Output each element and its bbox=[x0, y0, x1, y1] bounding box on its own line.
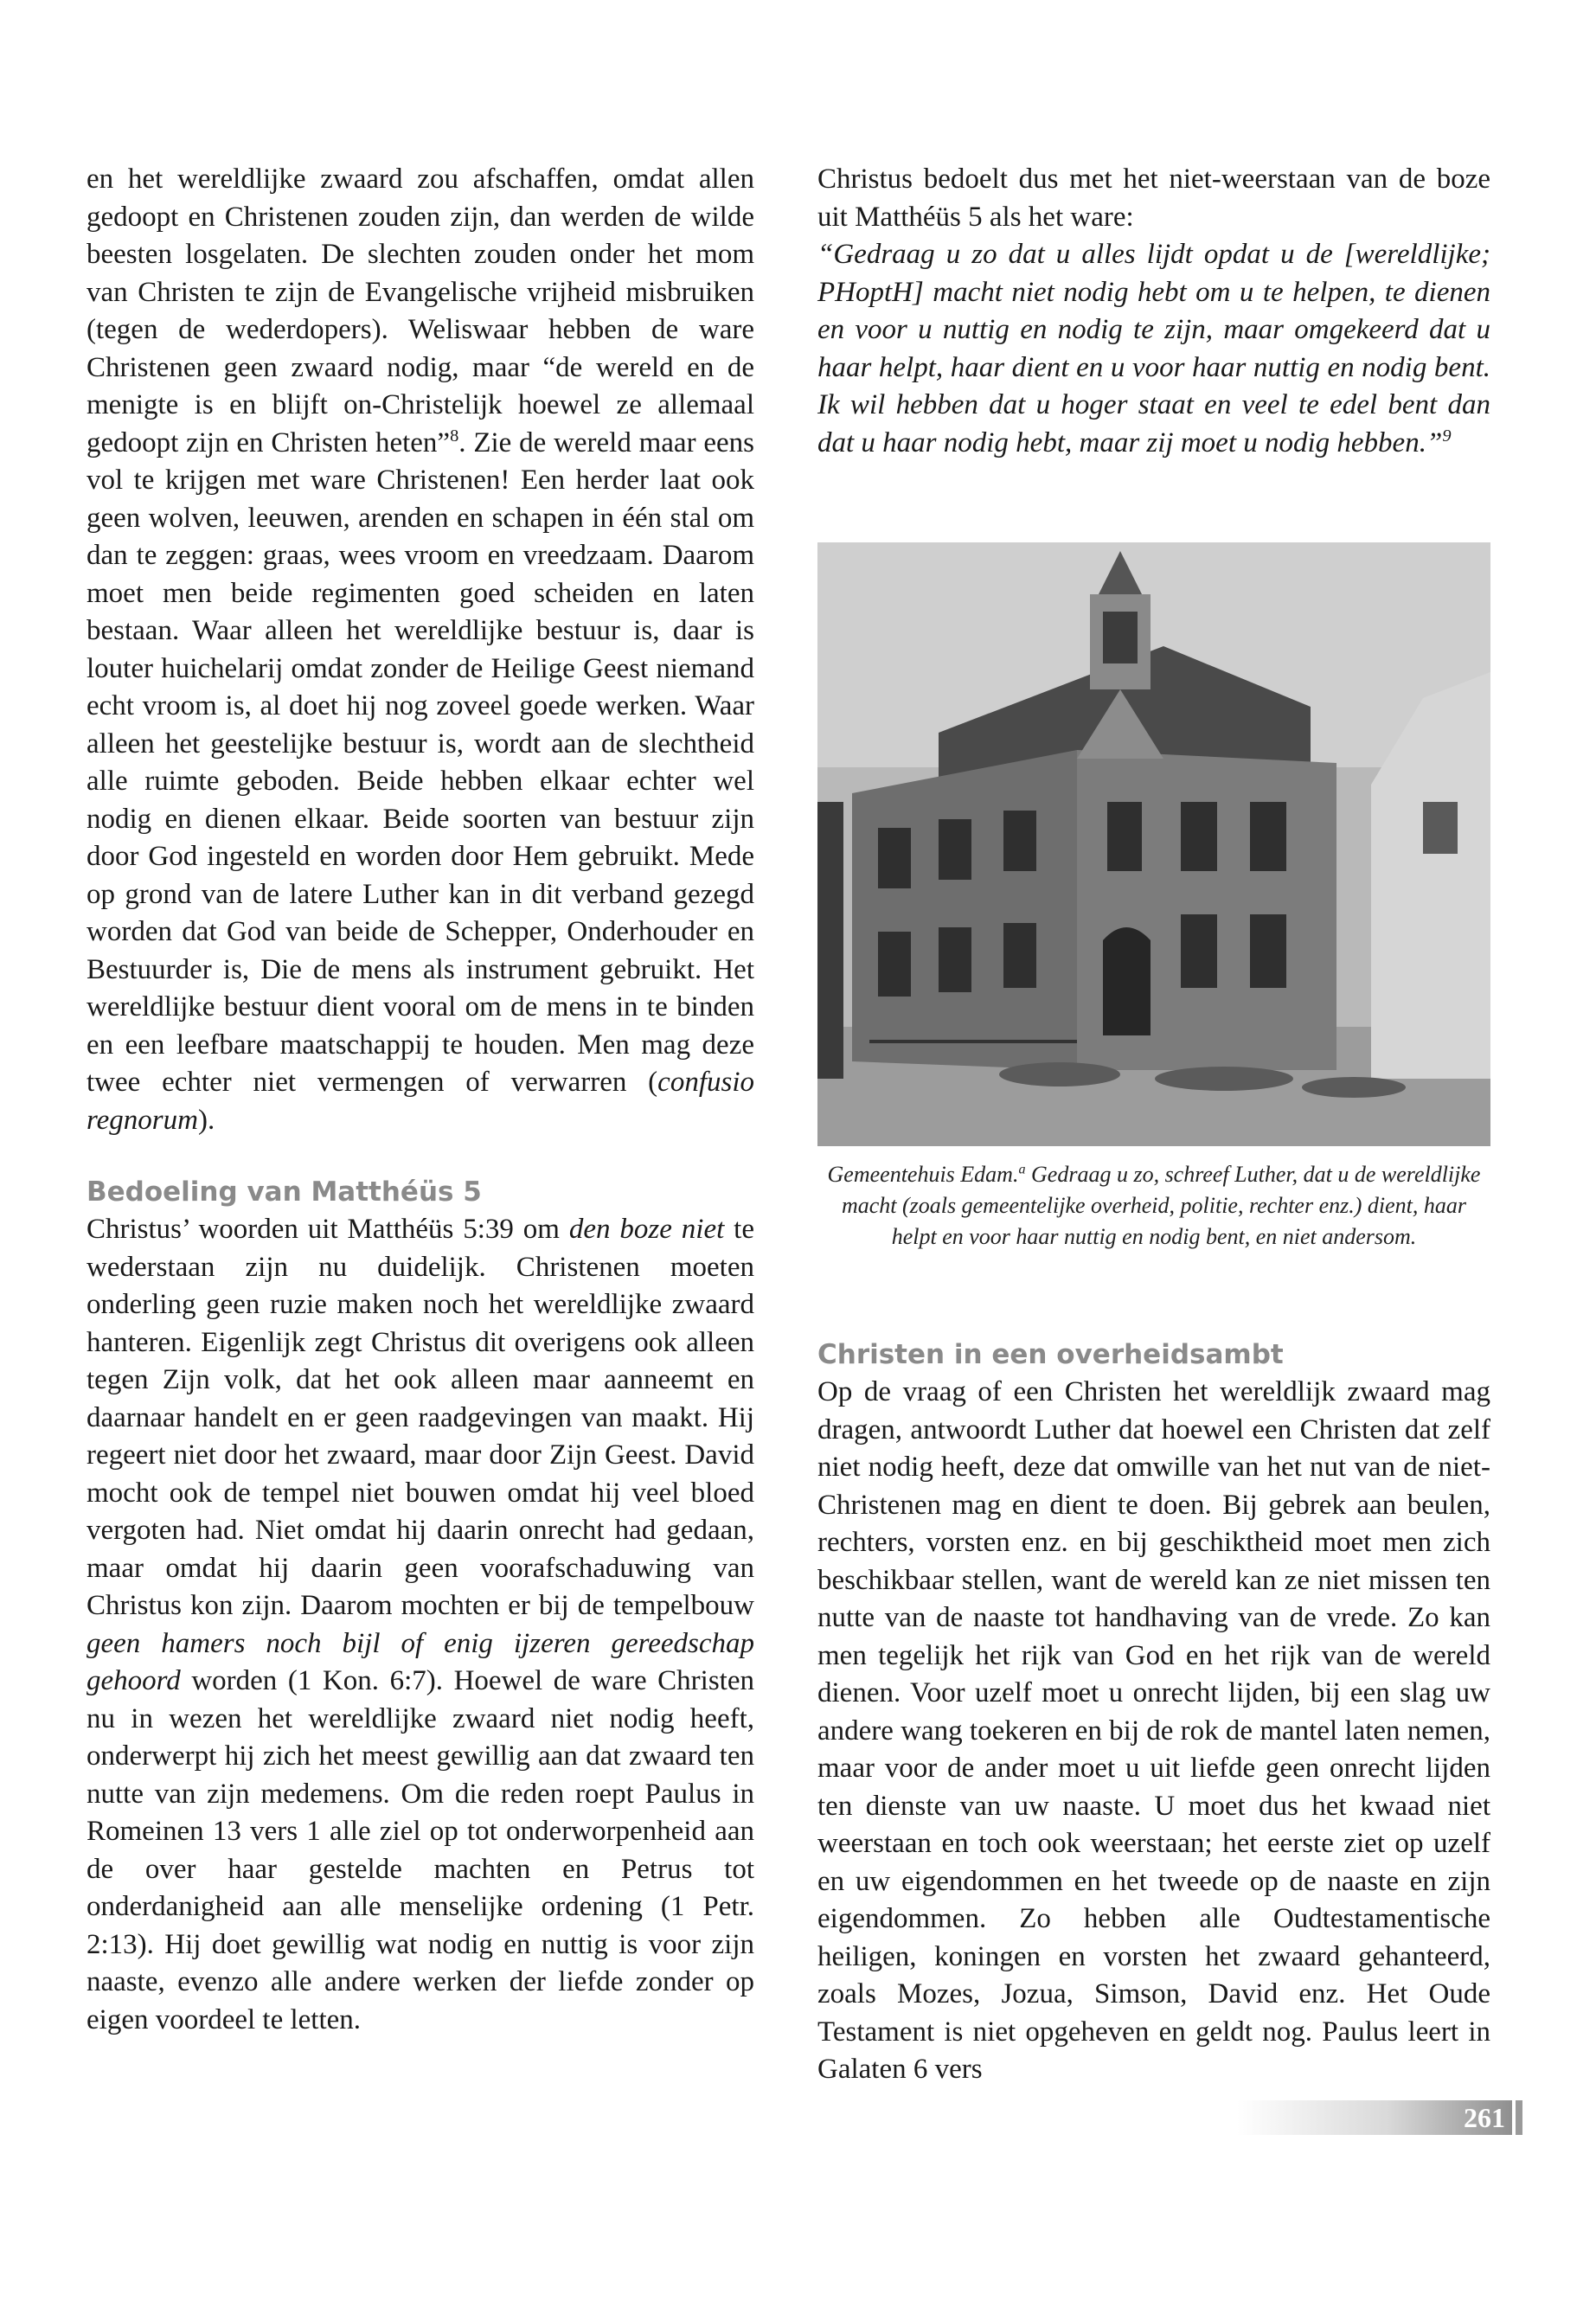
right-column-lower bbox=[817, 1336, 1490, 2089]
page-number-tick bbox=[1516, 2100, 1522, 2135]
block-quote: “Gedraag u zo dat u alles lijdt opdat u de [wereldlijke; PHoptH] macht niet nodig hebt om u te helpen, te dienen en voor u nuttig en nodig te zijn, maar omgekeerd dat u haar helpt, haar dient en u voor haar nuttig en nodig bent. Ik wil hebben dat u hoger staat en veel te edel bent dan dat u haar nodig hebt, maar zij moet u nodig hebben.”$^9$ bbox=[817, 239, 1490, 458]
footnote-marker: 9 bbox=[1442, 426, 1452, 445]
footnote-marker: 8 bbox=[450, 426, 459, 445]
building-illustration bbox=[817, 542, 1490, 1146]
footnote-marker: a bbox=[1018, 1162, 1026, 1177]
photo-caption: Gemeentehuis Edam.$^a$ Gedraag u zo, schreef Luther, dat u de wereldlijke macht (zoals gemeentelijke overheid, politie, rechter enz.) dient, haar helpt en voor haar nuttig en nodig bent, en niet andersom. bbox=[827, 1162, 1481, 1249]
page-number: 261 bbox=[1464, 2102, 1505, 2133]
paragraph: en het wereldlijke zwaard zou afschaffen, omdat allen gedoopt en Christenen zouden zijn, dan werden de wilde beesten losgelaten. De slechten zouden onder het mom van Christen te zijn de Evangelische vrijheid misbruiken (tegen de wederdopers). Weliswaar hebben de ware Christenen geen zwaard nodig, maar “de wereld en de menigte is en blijft on-Christelijk hoewel ze allemaal gedoopt zijn en Christen heten”$^8$. Zie de wereld maar eens vol te krijgen met ware Christenen! Een herder laat ook geen wolven, leeuwen, arenden en schapen in één stal om dan te zeggen: graas, wees vroom en vreedzaam. Daarom moet men beide regimenten goed scheiden en laten bestaan. Waar alleen het wereldlijke bestuur is, daar is louter huichelarij omdat zonder de Heilige Geest niemand echt vroom is, al doet hij nog zoveel goede werken. Waar alleen het geestelijke bestuur is, wordt aan de slechtheid alle ruimte geboden. Beide hebben elkaar echter wel nodig en dienen elkaar. Beide soorten van bestuur zijn door God ingesteld en worden door Hem gebruikt. Mede op grond van de latere Luther kan in dit verband gezegd worden dat God van beide de Schepper, Onderhouder en Bestuurder is, Die de mens als instrument gebruikt. Het wereldlijke bestuur dient vooral om de mens in te binden en een leefbare maatschappij te houden. Men mag deze twee echter niet vermengen of verwarren (confusio regnorum). bbox=[87, 163, 754, 1136]
right-column-top bbox=[817, 161, 1490, 462]
section-heading: Christen in een overheidsambt bbox=[817, 1339, 1284, 1370]
section-heading: Bedoeling van Matthéüs 5 bbox=[87, 1176, 482, 1208]
photo-town-hall-edam bbox=[817, 542, 1490, 1146]
paragraph: Christus’ woorden uit Matthéüs 5:39 om den boze niet te wederstaan zijn nu duidelijk. Christenen moeten onderling geen ruzie maken noch het wereldlijke zwaard hanteren. Eigenlijk zegt Christus dit overigens ook alleen tegen Zijn volk, dat het ook alleen maar aanneemt en daarnaar handelt en er geen raadgevingen van maakt. Hij regeert niet door het zwaard, maar door Zijn Geest. David mocht ook de tempel niet bouwen omdat hij veel bloed vergoten had. Niet omdat hij daarin onrecht had gedaan, maar omdat hij daarin geen voorafschaduwing van Christus kon zijn. Daarom mochten er bij de tempelbouw geen hamers noch bijl of enig ijzeren gereedschap gehoord worden (1 Kon. 6:7). Hoewel de ware Christen nu in wezen het wereldlijke zwaard niet nodig heeft, onderwerpt hij zich het meest gewillig aan dat zwaard ten nutte van zijn medemens. Om die reden roept Paulus in Romeinen 13 vers 1 alle ziel op tot onderworpenheid aan de over haar gestelde machten en Petrus tot onderdanigheid aan alle menselijke ordening (1 Petr. 2:13). Hij doet gewillig wat nodig en nuttig is voor zijn naaste, evenzo alle andere werken der liefde zonder op eigen voordeel te letten. bbox=[87, 1214, 754, 2035]
paragraph: Op de vraag of een Christen het wereldlijk zwaard mag dragen, antwoordt Luther dat hoewel een Christen dat zelf niet nodig heeft, deze dat omwille van het nut van de niet-Christenen mag en dient te doen. Bij gebrek aan beulen, rechters, vorsten enz. en bij geschiktheid moet men zich beschikbaar stellen, want de wereld kan ze niet missen ten nutte van de naaste tot handhaving van de vrede. Zo kan men tegelijk het rijk van God en het rijk van de wereld dienen. Voor uzelf moet u onrecht lijden, bij een slag uw andere wang toekeren en bij de rok de mantel laten nemen, maar voor de ander moet u uit liefde geen onrecht lijden ten dienste van uw naaste. U moet dus het kwaad niet weerstaan en toch ook weerstaan; het eerste ziet op uzelf en uw eigendommen en het tweede op de naaste en zijn eigendommen. Zo hebben alle Oudtestamentische heiligen, koningen en vorsten het zwaard gehanteerd, zoals Mozes, Jozua, Simson, David enz. Het Oude Testament is niet opgeheven en geldt nog. Paulus leert in Galaten 6 vers bbox=[817, 1376, 1490, 2085]
left-column bbox=[87, 161, 754, 2039]
paragraph: Christus bedoelt dus met het niet-weerstaan van de boze uit Matthéüs 5 als het ware: bbox=[817, 163, 1490, 233]
